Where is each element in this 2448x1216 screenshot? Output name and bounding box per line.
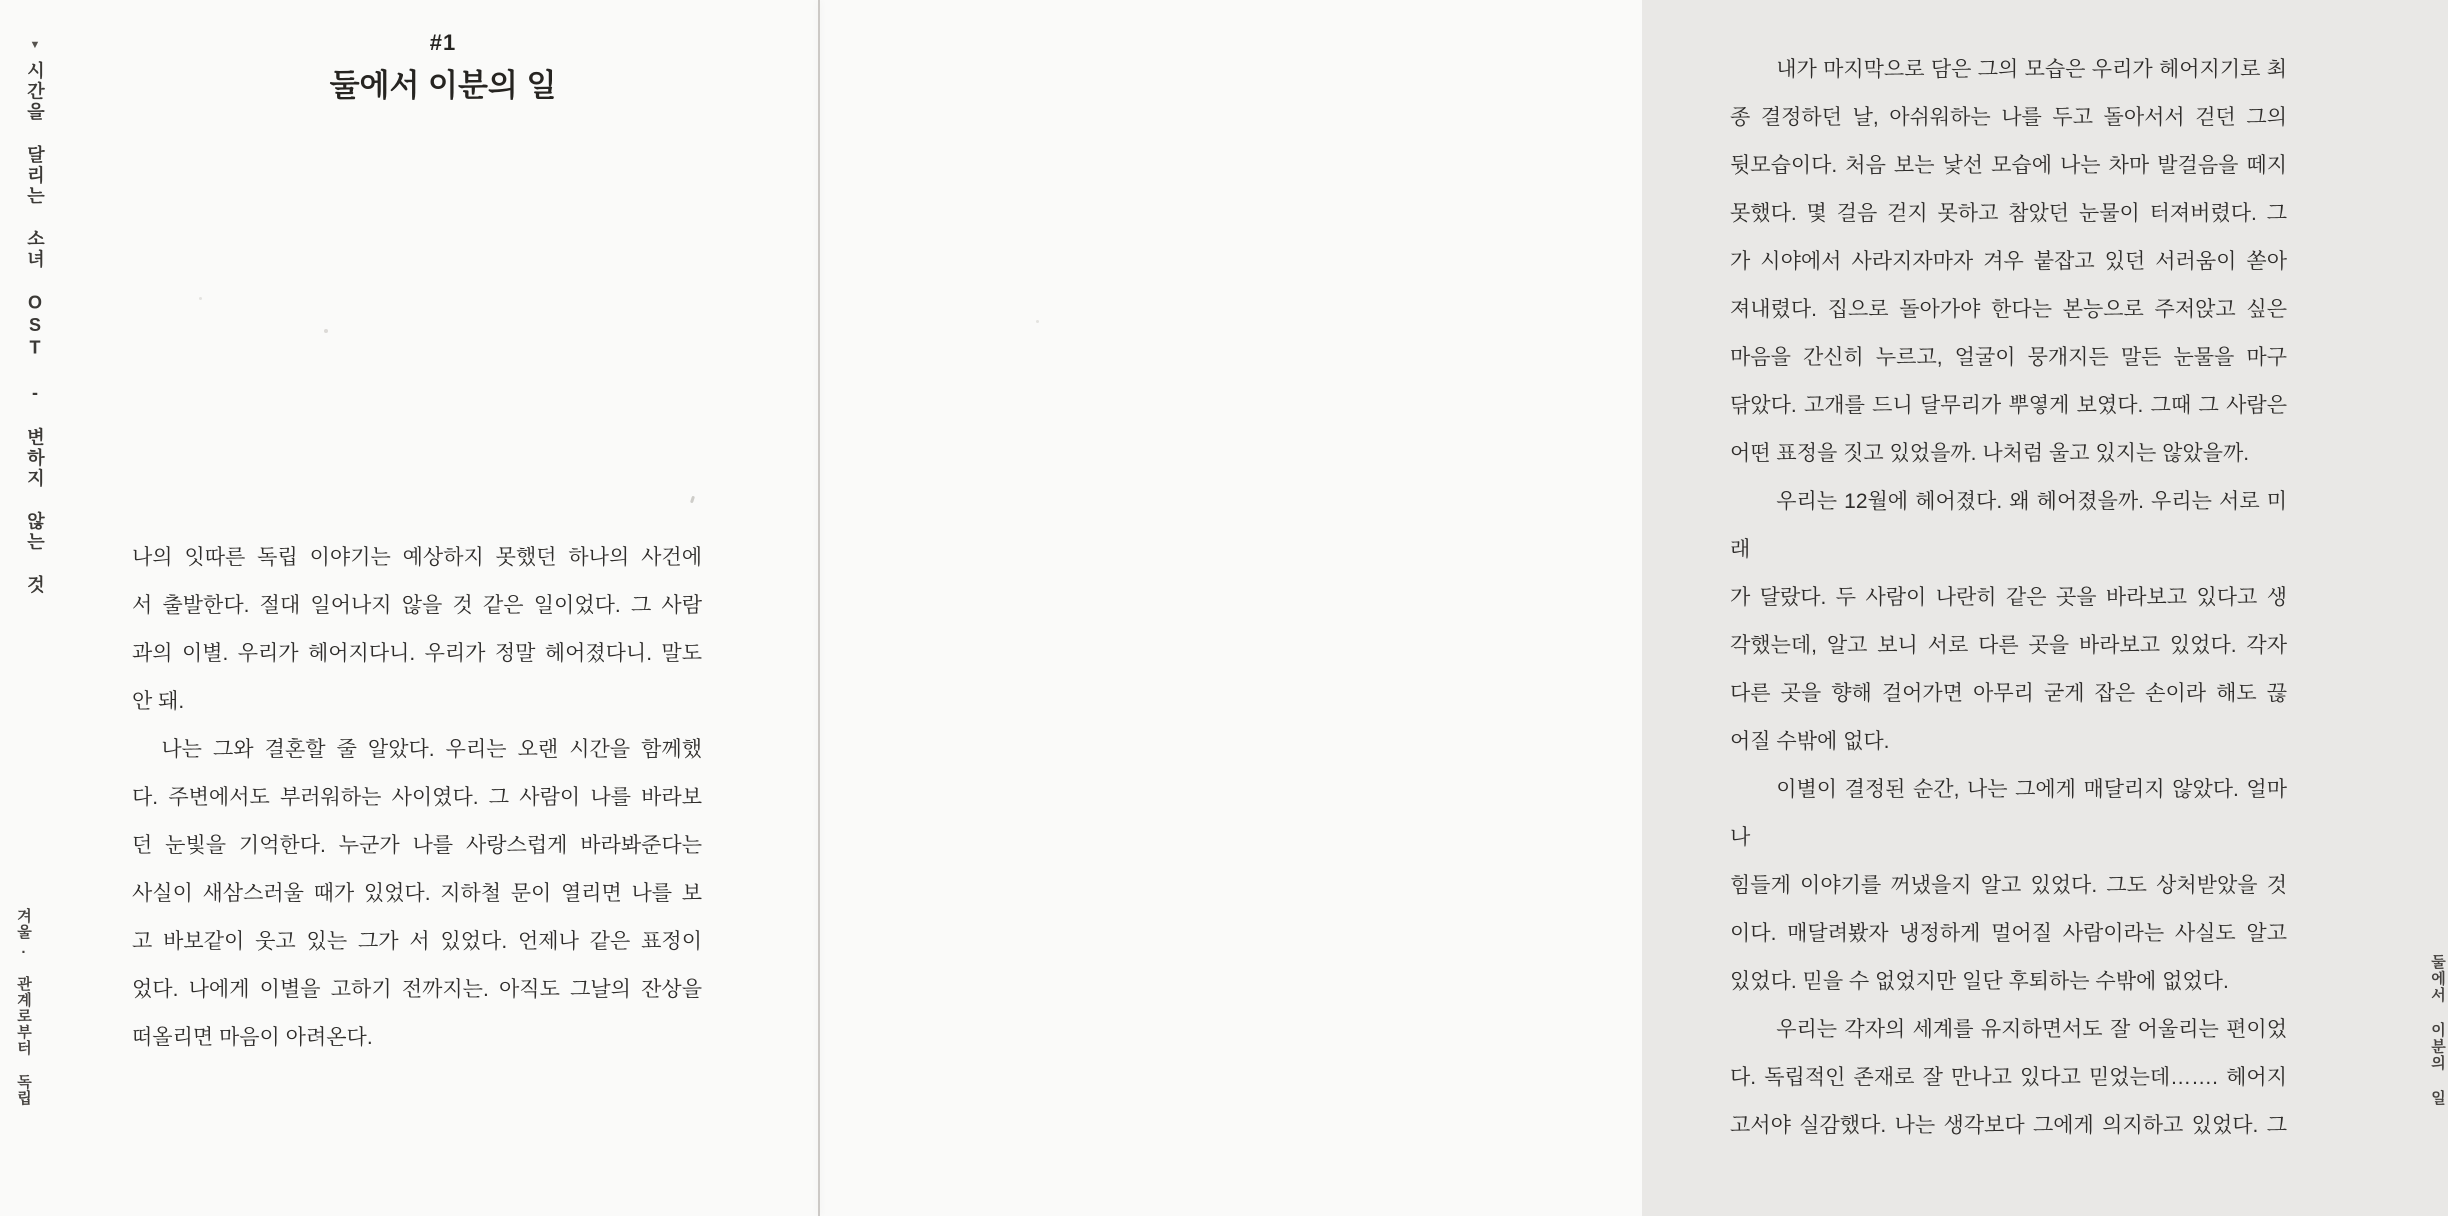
chapter-title: 둘에서 이분의 일 [329, 68, 557, 103]
text-line: 마음을 간신히 누르고, 얼굴이 뭉개지든 말든 눈물을 마구 [1730, 346, 2287, 369]
text-line: 떠올리면 마음이 아려온다. [132, 1026, 373, 1049]
text-line: 고 바보같이 웃고 있는 그가 서 있었다. 언제나 같은 표정이 [132, 930, 702, 953]
text-line: 우리는 각자의 세계를 유지하면서도 잘 어울리는 편이었 [1776, 1018, 2287, 1041]
text-line: 닦았다. 고개를 드니 달무리가 뿌옇게 보였다. 그때 그 사람은 [1730, 394, 2287, 417]
section-label-vertical: 겨울. 관계로부터 독립 [15, 908, 32, 1106]
paragraph [132, 534, 702, 726]
left-page-body [132, 534, 702, 1062]
text-line: 어떤 표정을 짓고 있었을까. 나처럼 울고 있지는 않았을까. [1730, 442, 2250, 465]
chapter-header [158, 30, 728, 104]
paragraph [1730, 1006, 2287, 1150]
paragraph [1730, 766, 2287, 1006]
chapter-number: #1 [429, 30, 457, 55]
text-line: 었다. 나에게 이별을 고하기 전까지는. 아직도 그날의 잔상을 [132, 978, 702, 1001]
text-line: 가 시야에서 사라지자마자 겨우 붙잡고 있던 서러움이 쏟아 [1730, 250, 2287, 273]
text-line: 가 달랐다. 두 사람이 나란히 같은 곳을 바라보고 있다고 생 [1730, 586, 2287, 609]
paragraph [132, 726, 702, 1062]
scan-speck [324, 329, 328, 333]
text-line: 다. 주변에서도 부러워하는 사이였다. 그 사람이 나를 바라보 [132, 786, 702, 809]
running-title-vertical: 둘에서 이분의 일 [2429, 954, 2446, 1107]
text-line: 다. 독립적인 존재로 잘 만나고 있다고 믿었는데……. 헤어지 [1730, 1066, 2287, 1089]
text-line: 이별이 결정된 순간, 나는 그에게 매달리지 않았다. 얼마나 [1730, 778, 2287, 849]
text-line: 과의 이별. 우리가 헤어지다니. 우리가 정말 헤어졌다니. 말도 [132, 642, 702, 665]
left-margin-strip [18, 40, 52, 596]
text-line: 우리는 12월에 헤어졌다. 왜 헤어졌을까. 우리는 서로 미래 [1730, 490, 2287, 561]
text-line: 뒷모습이다. 처음 보는 낯선 모습에 나는 차마 발걸음을 떼지 [1730, 154, 2287, 177]
text-line: 던 눈빛을 기억한다. 누군가 나를 사랑스럽게 바라봐준다는 [132, 834, 702, 857]
triangle-marker-icon: ▼ [29, 39, 41, 51]
paragraph [1730, 46, 2287, 478]
text-line: 힘들게 이야기를 꺼냈을지 알고 있었다. 그도 상처받았을 것 [1730, 874, 2287, 897]
text-line: 각했는데, 알고 보니 서로 다른 곳을 바라보고 있었다. 각자 [1730, 634, 2287, 657]
text-line: 종 결정하던 날, 아쉬워하는 나를 두고 돌아서서 걷던 그의 [1730, 106, 2287, 129]
text-line: 있었다. 믿을 수 없었지만 일단 후퇴하는 수밖에 없었다. [1730, 970, 2229, 993]
text-line: 못했다. 몇 걸음 걷지 못하고 참았던 눈물이 터져버렸다. 그 [1730, 202, 2287, 225]
scan-speck [1036, 320, 1039, 323]
right-page-body [1730, 46, 2287, 1150]
right-page [820, 0, 2446, 1216]
scan-speck [199, 297, 202, 300]
left-page [0, 0, 818, 1216]
text-line: 고서야 실감했다. 나는 생각보다 그에게 의지하고 있었다. 그 [1730, 1114, 2287, 1137]
text-line: 나의 잇따른 독립 이야기는 예상하지 못했던 하나의 사건에 [132, 546, 702, 569]
series-title-vertical: 시간을 달리는 소녀 OST - 변하지 않는 것 [25, 61, 45, 596]
text-line: 다른 곳을 향해 걸어가면 아무리 굳게 잡은 손이라 해도 끊 [1730, 682, 2287, 705]
paragraph [1730, 478, 2287, 766]
text-line: 이다. 매달려봤자 냉정하게 멀어질 사람이라는 사실도 알고 [1730, 922, 2287, 945]
text-line: 서 출발한다. 절대 일어나지 않을 것 같은 일이었다. 그 사람 [132, 594, 702, 617]
text-line: 안 돼. [132, 690, 185, 713]
text-line: 나는 그와 결혼할 줄 알았다. 우리는 오랜 시간을 함께했 [161, 738, 702, 761]
text-line: 내가 마지막으로 담은 그의 모습은 우리가 헤어지기로 최 [1776, 58, 2287, 81]
text-line: 어질 수밖에 없다. [1730, 730, 1890, 753]
text-line: 사실이 새삼스러울 때가 있었다. 지하철 문이 열리면 나를 보 [132, 882, 702, 905]
text-line: 져내렸다. 집으로 돌아가야 한다는 본능으로 주저앉고 싶은 [1730, 298, 2287, 321]
